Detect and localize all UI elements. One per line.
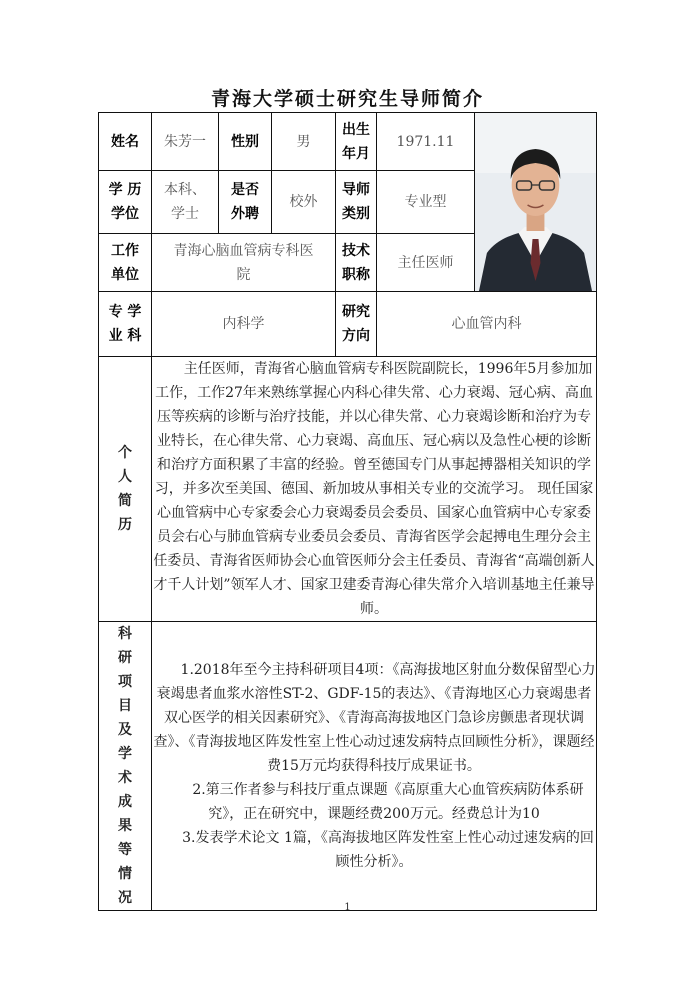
degree-label-line-1: 学 历	[108, 182, 142, 198]
birth-label	[336, 113, 377, 171]
external-hire-label	[219, 171, 272, 234]
resume-text: 主任医师，青海省心脑血管病专科医院副院长，1996年5月参加加工作，工作27年来熟练掌握心内科心律失常、心力衰竭、冠心病、高血压等疾病的诊断与治疗技能，并以心律失常、心力衰竭诊断和治疗为专业特长，在心律失常、心力衰竭、高血压、冠心病以及急性心梗的诊断和治疗方面积累了丰富的经验。曾至德国专门从事起搏器相关知识的学习，并多次至美国、德国、新加坡从事相关专业的交流学习。 现任国家心血管病中心专家委会心力衰竭委员会委员、国家心血管病中心专家委员会右心与肺血管病专业委员会委员、青海省医学会起搏电生理分会主任委员、青海省医师协会心血管医师分会主任委员、青海省“高端创新人才千人计划”领军人才、国家卫建委青海心律失常介入培训基地主任兼导师。	[153, 361, 595, 617]
research-label-char: 成	[118, 794, 132, 810]
professional-title-value: 主任医师	[377, 234, 475, 292]
name-value: 朱芳一	[152, 113, 219, 171]
research-direction-label-line-1: 研究	[342, 304, 370, 320]
resume-content	[152, 357, 597, 622]
research-label-char: 况	[118, 890, 132, 906]
research-direction-label	[336, 292, 377, 357]
research-item-3: 3.发表学术论文 1篇，《高海拔地区阵发性室上性心动过速发病的回顾性分析》。	[182, 830, 594, 870]
portrait-photo	[475, 113, 597, 292]
gender-value: 男	[272, 113, 336, 171]
major-label-line-1: 专 学	[108, 304, 142, 320]
work-unit-value-line-1: 青海心脑血管病专科医	[173, 242, 314, 259]
research-item-2: 2.第三作者参与科技厅重点课题《高原重大心血管疾病防体系研究》，正在研究中，课题经费200万元。经费总计为10	[192, 782, 584, 822]
research-direction-value: 心血管内科	[377, 292, 597, 357]
research-label-char: 术	[118, 770, 132, 786]
degree-value-line-1: 本科、	[164, 182, 206, 198]
resume-label-char: 简	[118, 493, 132, 509]
external-hire-label-line-2: 外聘	[231, 206, 259, 222]
external-hire-value: 校外	[272, 171, 336, 234]
resume-label	[99, 357, 152, 622]
research-item-1: 1.2018年至今主持科研项目4项：《高海拔地区射血分数保留型心力衰竭患者血浆水溶性ST-2、GDF-15的表达》、《青海地区心力衰竭患者双心医学的相关因素研究》、《青海高海拔地区门急诊房颤患者现状调查》、《青海拔地区阵发性室上性心动过速发病特点回顾性分析》，课题经费15万元均获得科技厅成果证书。	[153, 662, 596, 774]
research-label-char: 学	[118, 746, 132, 762]
resume-label-char: 人	[118, 469, 132, 485]
resume-label-char: 历	[118, 517, 132, 533]
name-label: 姓名	[99, 113, 152, 171]
work-unit-label	[99, 234, 152, 292]
research-label-char: 及	[118, 722, 132, 738]
resume-label-char: 个	[118, 445, 132, 461]
work-unit-value-line-2: 院	[236, 266, 251, 283]
tutor-type-label-line-1: 导师	[342, 182, 370, 198]
birth-label-line-2: 年月	[342, 145, 370, 162]
research-label-char: 目	[118, 698, 132, 714]
research-label-char: 果	[118, 818, 132, 834]
professional-title-label-line-2: 职称	[342, 266, 370, 283]
degree-value-line-2: 学士	[171, 206, 199, 222]
external-hire-label-line-1: 是否	[231, 182, 259, 198]
tutor-type-label	[336, 171, 377, 234]
major-label-line-2: 业 科	[108, 328, 142, 344]
research-direction-label-line-2: 方向	[342, 328, 370, 344]
tutor-type-value: 专业型	[377, 171, 475, 234]
birth-value: 1971.11	[377, 113, 475, 171]
research-label-char: 等	[118, 842, 132, 858]
major-label	[99, 292, 152, 357]
page-number: 1	[344, 902, 351, 913]
work-unit-label-line-1: 工作	[111, 242, 139, 259]
work-unit-value	[152, 234, 336, 292]
gender-label: 性别	[219, 113, 272, 171]
professional-title-label	[336, 234, 377, 292]
research-label-char: 情	[118, 866, 132, 882]
degree-value	[152, 171, 219, 234]
research-label-char: 科	[118, 626, 132, 642]
research-content	[152, 622, 597, 911]
document-title: 青海大学硕士研究生导师简介	[210, 88, 484, 110]
degree-label-line-2: 学位	[111, 206, 139, 222]
professional-title-label-line-1: 技术	[342, 242, 370, 259]
major-value: 内科学	[152, 292, 336, 357]
work-unit-label-line-2: 单位	[111, 266, 139, 283]
degree-label	[99, 171, 152, 234]
research-label-char: 研	[118, 650, 132, 666]
research-label-char: 项	[118, 674, 132, 690]
research-label	[99, 622, 152, 911]
profile-table	[98, 112, 597, 911]
portrait-photo-image	[475, 113, 596, 291]
birth-label-line-1: 出生	[342, 121, 370, 138]
tutor-type-label-line-2: 类别	[342, 206, 370, 222]
